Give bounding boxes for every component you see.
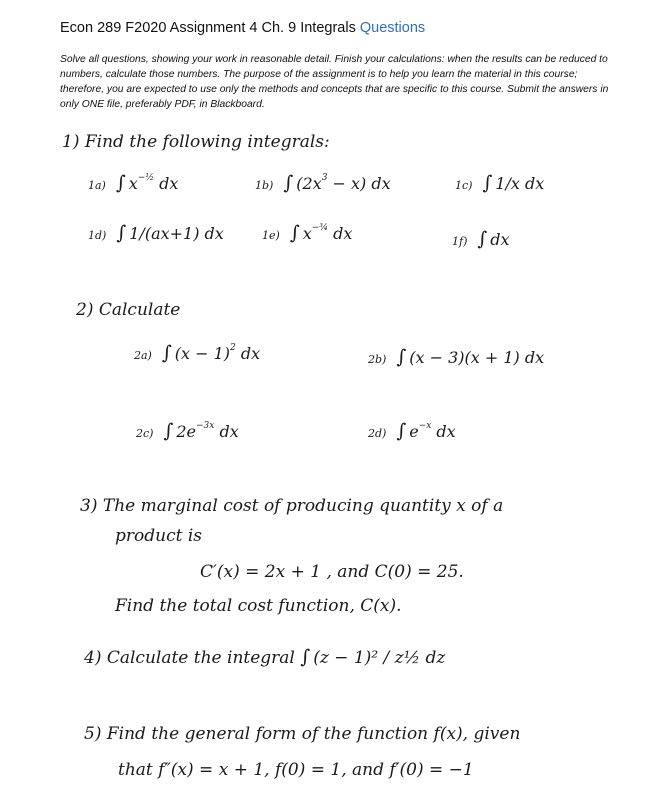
q2-heading: 2) Calculate: [76, 300, 181, 320]
q2a-tag: 2a): [134, 349, 152, 362]
q3-line-1: 3) The marginal cost of producing quantity x of a: [80, 496, 504, 516]
q4-expression: [84, 646, 445, 668]
q1a-body: x: [128, 174, 138, 193]
q1b-expression: [255, 172, 391, 194]
q5-line-1: 5) Find the general form of the function f(x), given: [84, 724, 521, 744]
q3-line-2: product is: [115, 526, 202, 546]
q1c-body: 1/x dx: [495, 174, 545, 193]
q2d-tail: dx: [431, 422, 456, 441]
q2b-body: (x − 3)(x + 1) dx: [409, 348, 545, 367]
q1f-tag: 1f): [452, 235, 468, 248]
q2a-exponent: 2: [230, 343, 236, 353]
integral-symbol: ∫: [283, 172, 294, 194]
q1e-tail: dx: [328, 224, 353, 243]
integral-symbol: ∫: [477, 228, 488, 250]
instructions: Solve all questions, showing your work in reasonable detail. Finish your calculations: when the results can be reduced to numbers, calculate those numbers. The purpose of the assignment is to help you learn the material in this course; therefore, you are expected to use only the methods and concepts that are specific to this course. Submit the answers in only ONE file, preferably PDF, in Blackboard.: [60, 54, 609, 110]
q1e-tag: 1e): [262, 229, 280, 242]
q2a-body: (x − 1): [174, 344, 231, 363]
integral-symbol: ∫: [482, 172, 493, 194]
integral-symbol: ∫: [300, 646, 311, 668]
q1-heading: 1) Find the following integrals:: [62, 132, 330, 152]
q3-line-4: Find the total cost function, C(x).: [115, 596, 402, 616]
questions-link[interactable]: Questions: [359, 20, 426, 36]
q1d-expression: [88, 222, 224, 244]
q1a-exponent: −½: [137, 173, 155, 183]
q2c-exponent: −3x: [196, 421, 215, 431]
q1b-tag: 1b): [255, 179, 274, 192]
integral-symbol: ∫: [161, 342, 172, 364]
q2d-expression: [368, 420, 456, 442]
q1b-exponent: 3: [321, 173, 328, 183]
q1c-expression: [455, 172, 544, 194]
integral-symbol: ∫: [163, 420, 174, 442]
q1c-tag: 1c): [455, 179, 473, 192]
q1b-body: (2x: [296, 174, 322, 193]
q2d-tag: 2d): [368, 427, 387, 440]
q4-text: 4) Calculate the integral: [84, 648, 295, 668]
q1b-tail: − x) dx: [327, 174, 391, 193]
q1a-tail: dx: [154, 174, 179, 193]
integral-symbol: ∫: [396, 420, 407, 442]
integral-symbol: ∫: [116, 222, 127, 244]
q2d-exponent: −x: [418, 421, 432, 431]
q2c-expression: [136, 420, 239, 442]
integral-symbol: ∫: [115, 172, 126, 194]
q2c-body: 2e: [176, 422, 197, 441]
integral-symbol: ∫: [289, 222, 300, 244]
q1e-exponent: −¾: [311, 223, 329, 233]
q1f-body: dx: [490, 230, 510, 249]
q1d-body: 1/(ax+1) dx: [129, 224, 224, 243]
q3-line-3: C′(x) = 2x + 1 , and C(0) = 25.: [200, 562, 464, 582]
q2b-expression: [368, 346, 544, 368]
q4-integrand: (z − 1)² / z½ dz: [313, 648, 446, 668]
q2d-body: e: [409, 422, 419, 441]
title-text: Econ 289 F2020 Assignment 4 Ch. 9 Integrals: [60, 20, 356, 36]
q2c-tail: dx: [214, 422, 239, 441]
q1a-tag: 1a): [88, 179, 106, 192]
integral-symbol: ∫: [396, 346, 407, 368]
q2a-tail: dx: [235, 344, 261, 363]
q1e-body: x: [302, 224, 312, 243]
q1d-tag: 1d): [88, 229, 107, 242]
q2b-tag: 2b): [368, 353, 387, 366]
q2c-tag: 2c): [136, 427, 154, 440]
q2a-expression: [134, 342, 260, 364]
document-title: [60, 18, 620, 38]
q1f-expression: [452, 228, 510, 250]
q5-line-2: that f″(x) = x + 1, f(0) = 1, and f′(0) = −1: [118, 760, 474, 780]
q1a-expression: [88, 172, 178, 194]
q1e-expression: [262, 222, 352, 244]
